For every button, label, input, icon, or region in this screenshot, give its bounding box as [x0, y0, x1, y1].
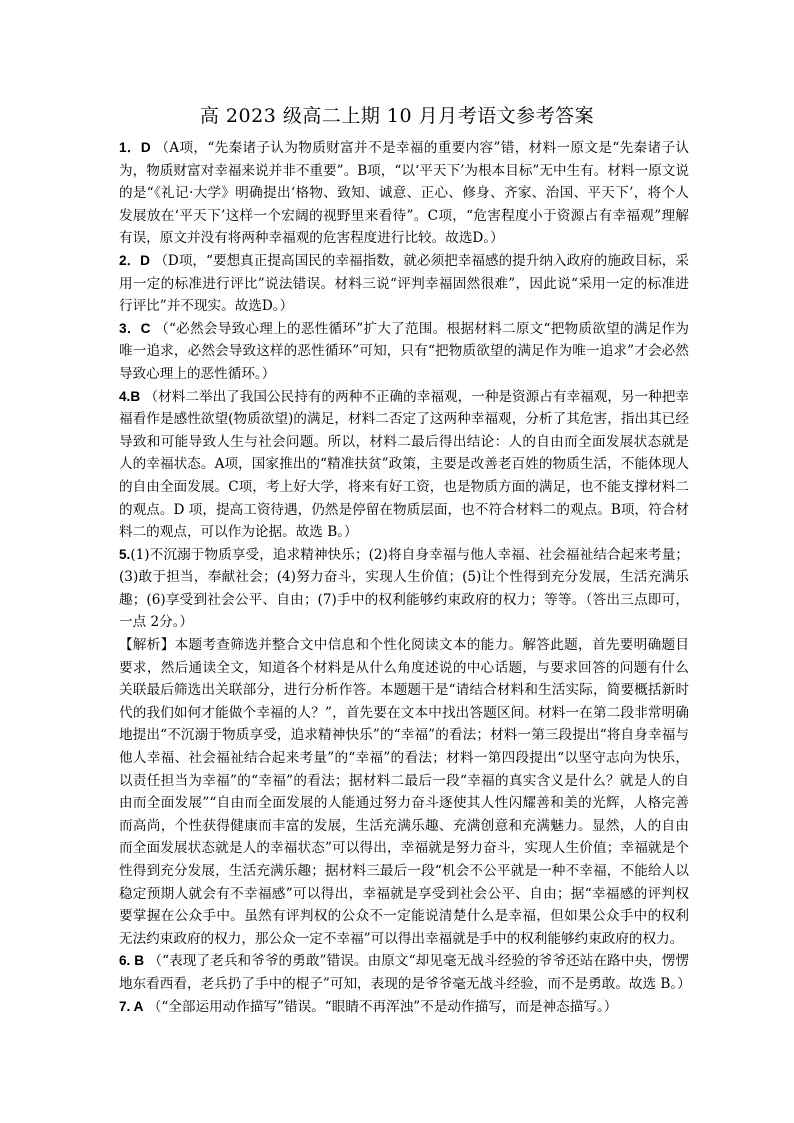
answer-item — [119, 250, 689, 318]
answer-item — [119, 950, 689, 995]
answer-number: 6. B — [119, 953, 145, 969]
answer-number: 7. A — [119, 998, 144, 1014]
answer-list — [119, 137, 689, 1018]
answer-number: 1．D — [119, 140, 151, 155]
answer-item — [119, 996, 689, 1019]
answer-number: 4.B — [119, 388, 141, 404]
answer-number: 3．C — [119, 320, 151, 336]
analysis-paragraph — [119, 634, 689, 950]
answer-text: （材料二举出了我国公民持有的两种不正确的幸福观，一种是资源占有幸福观，另一种把幸福看作是感性欲望(物质欲望)的满足，材料二否定了这两种幸福观，分析了其危害，指出其已经导致和可能导致人生与社会问题。所以，材料二最后得出结论：人的自由而全面发展状态就是人的幸福状态。A项，国家推出的“精准扶贫”政策，主要是改善老百姓的物质生活，不能体现人的自由全面发展。C项，考上好大学，将来有好工资，也是物质方面的满足，也不能支撑材料二的观点。D 项，提高工资待遇，仍然是停留在物质层面，也不符合材料二的观点。B项，符合材料二的观点，可以作为论据。故选 B。） — [119, 388, 689, 541]
answer-item — [119, 544, 689, 634]
answer-text: （“表现了老兵和爷爷的勇敢”错误。由原文“却见毫无战斗经验的爷爷还站在路中央，愣愣地东看西看，老兵扔了手中的棍子”可知，表现的是爷爷毫无战斗经验，而不是勇敢。故选 B。） — [119, 953, 691, 992]
answer-item — [119, 386, 689, 544]
analysis-text: 【解析】本题考查筛选并整合文中信息和个性化阅读文本的能力。解答此题，首先要明确题目要求，然后通读全文，知道各个材料是从什么角度述说的中心话题，与要求回答的问题有什么关联最后筛选出关联部分，进行分析作答。本题题干是“请结合材料和生活实际，简要概括新时代的我们如何才能做个幸福的人？”，首先要在文本中找出答题区间。材料一在第二段非常明确地提出“不沉溺于物质享受，追求精神快乐”的“幸福”的看法；材料一第三段提出“将自身幸福与他人幸福、社会福祉结合起来考量”的“幸福”的看法；材料一第四段提出“以坚守志向为快乐，以责任担当为幸福”的“幸福”的看法；据材料二最后一段“幸福的真实含义是什么？就是人的自由而全面发展”“自由而全面发展的人能通过努力奋斗逐使其人性闪耀善和美的光辉，人格完善而高尚，个性获得健康而丰富的发展，生活充满乐趣、充满创意和充满魅力。显然，人的自由而全面发展状态就是人的幸福状态”可以得出，幸福就是努力奋斗，实现人生价值；幸福就是个性得到充分发展，生活充满乐趣；据材料三最后一段“机会不公平就是一种不幸福，不能给人以稳定预期人就会有不幸福感”可以得出，幸福就是享受到社会公平、自由；据“幸福感的评判权要掌握在公众手中。虽然有评判权的公众不一定能说清楚什么是幸福，但如果公众手中的权利无法约束政府的权力，那公众一定不幸福”可以得出幸福就是手中的权利能够约束政府的权力。 — [119, 637, 689, 947]
answer-text: （D项，“要想真正提高国民的幸福指数，就必须把幸福感的提升纳入政府的施政目标，采用一定的标准进行评比”说法错误。材料三说“评判幸福固然很难”，因此说“采用一定的标准进行评比”并不现实。故选D。） — [119, 252, 689, 315]
answer-number: 5. — [119, 546, 131, 562]
page-title: 高 2023 级高二上期 10 月月考语文参考答案 — [199, 105, 595, 127]
answer-text: （A项，“先秦诸子认为物质财富并不是幸福的重要内容”错，材料一原文是“先秦诸子认为，物质财富对幸福来说并非不重要”。B项，“以‘平天下’为根本目标”无中生有。材料一原文说的是“《礼记·大学》明确提出‘格物、致知、诚意、正心、修身、齐家、治国、平天下’，将个人发展放在‘平天下’这样一个宏阔的视野里来看待”。C项，“危害程度小于资源占有幸福观”理解有误，原文并没有将两种幸福观的危害程度进行比较。故选D。） — [119, 140, 689, 247]
answer-text: (1)不沉溺于物质享受，追求精神快乐；(2)将自身幸福与他人幸福、社会福祉结合起来考量；(3)敢于担当，奉献社会；(4)努力奋斗，实现人生价值；(5)让个性得到充分发展，生活充满乐趣；(6)享受到社会公平、自由；(7)手中的权利能够约束政府的权力；等等。（答出三点即可，一点 2分。） — [119, 546, 689, 631]
answer-text: （“全部运用动作描写”错误。“眼睛不再浑浊”不是动作描写，而是神态描写。） — [147, 998, 618, 1015]
answer-item — [119, 137, 689, 250]
answer-item — [119, 318, 689, 386]
answer-text: （“必然会导致心理上的恶性循环”扩大了范围。根据材料二原文“把物质欲望的满足作为唯一追求，必然会导致这样的恶性循环”可知，只有“把物质欲望的满足作为唯一追求”才会必然导致心理上的恶性循环。） — [119, 320, 689, 382]
answer-number: 2．D — [119, 252, 150, 268]
